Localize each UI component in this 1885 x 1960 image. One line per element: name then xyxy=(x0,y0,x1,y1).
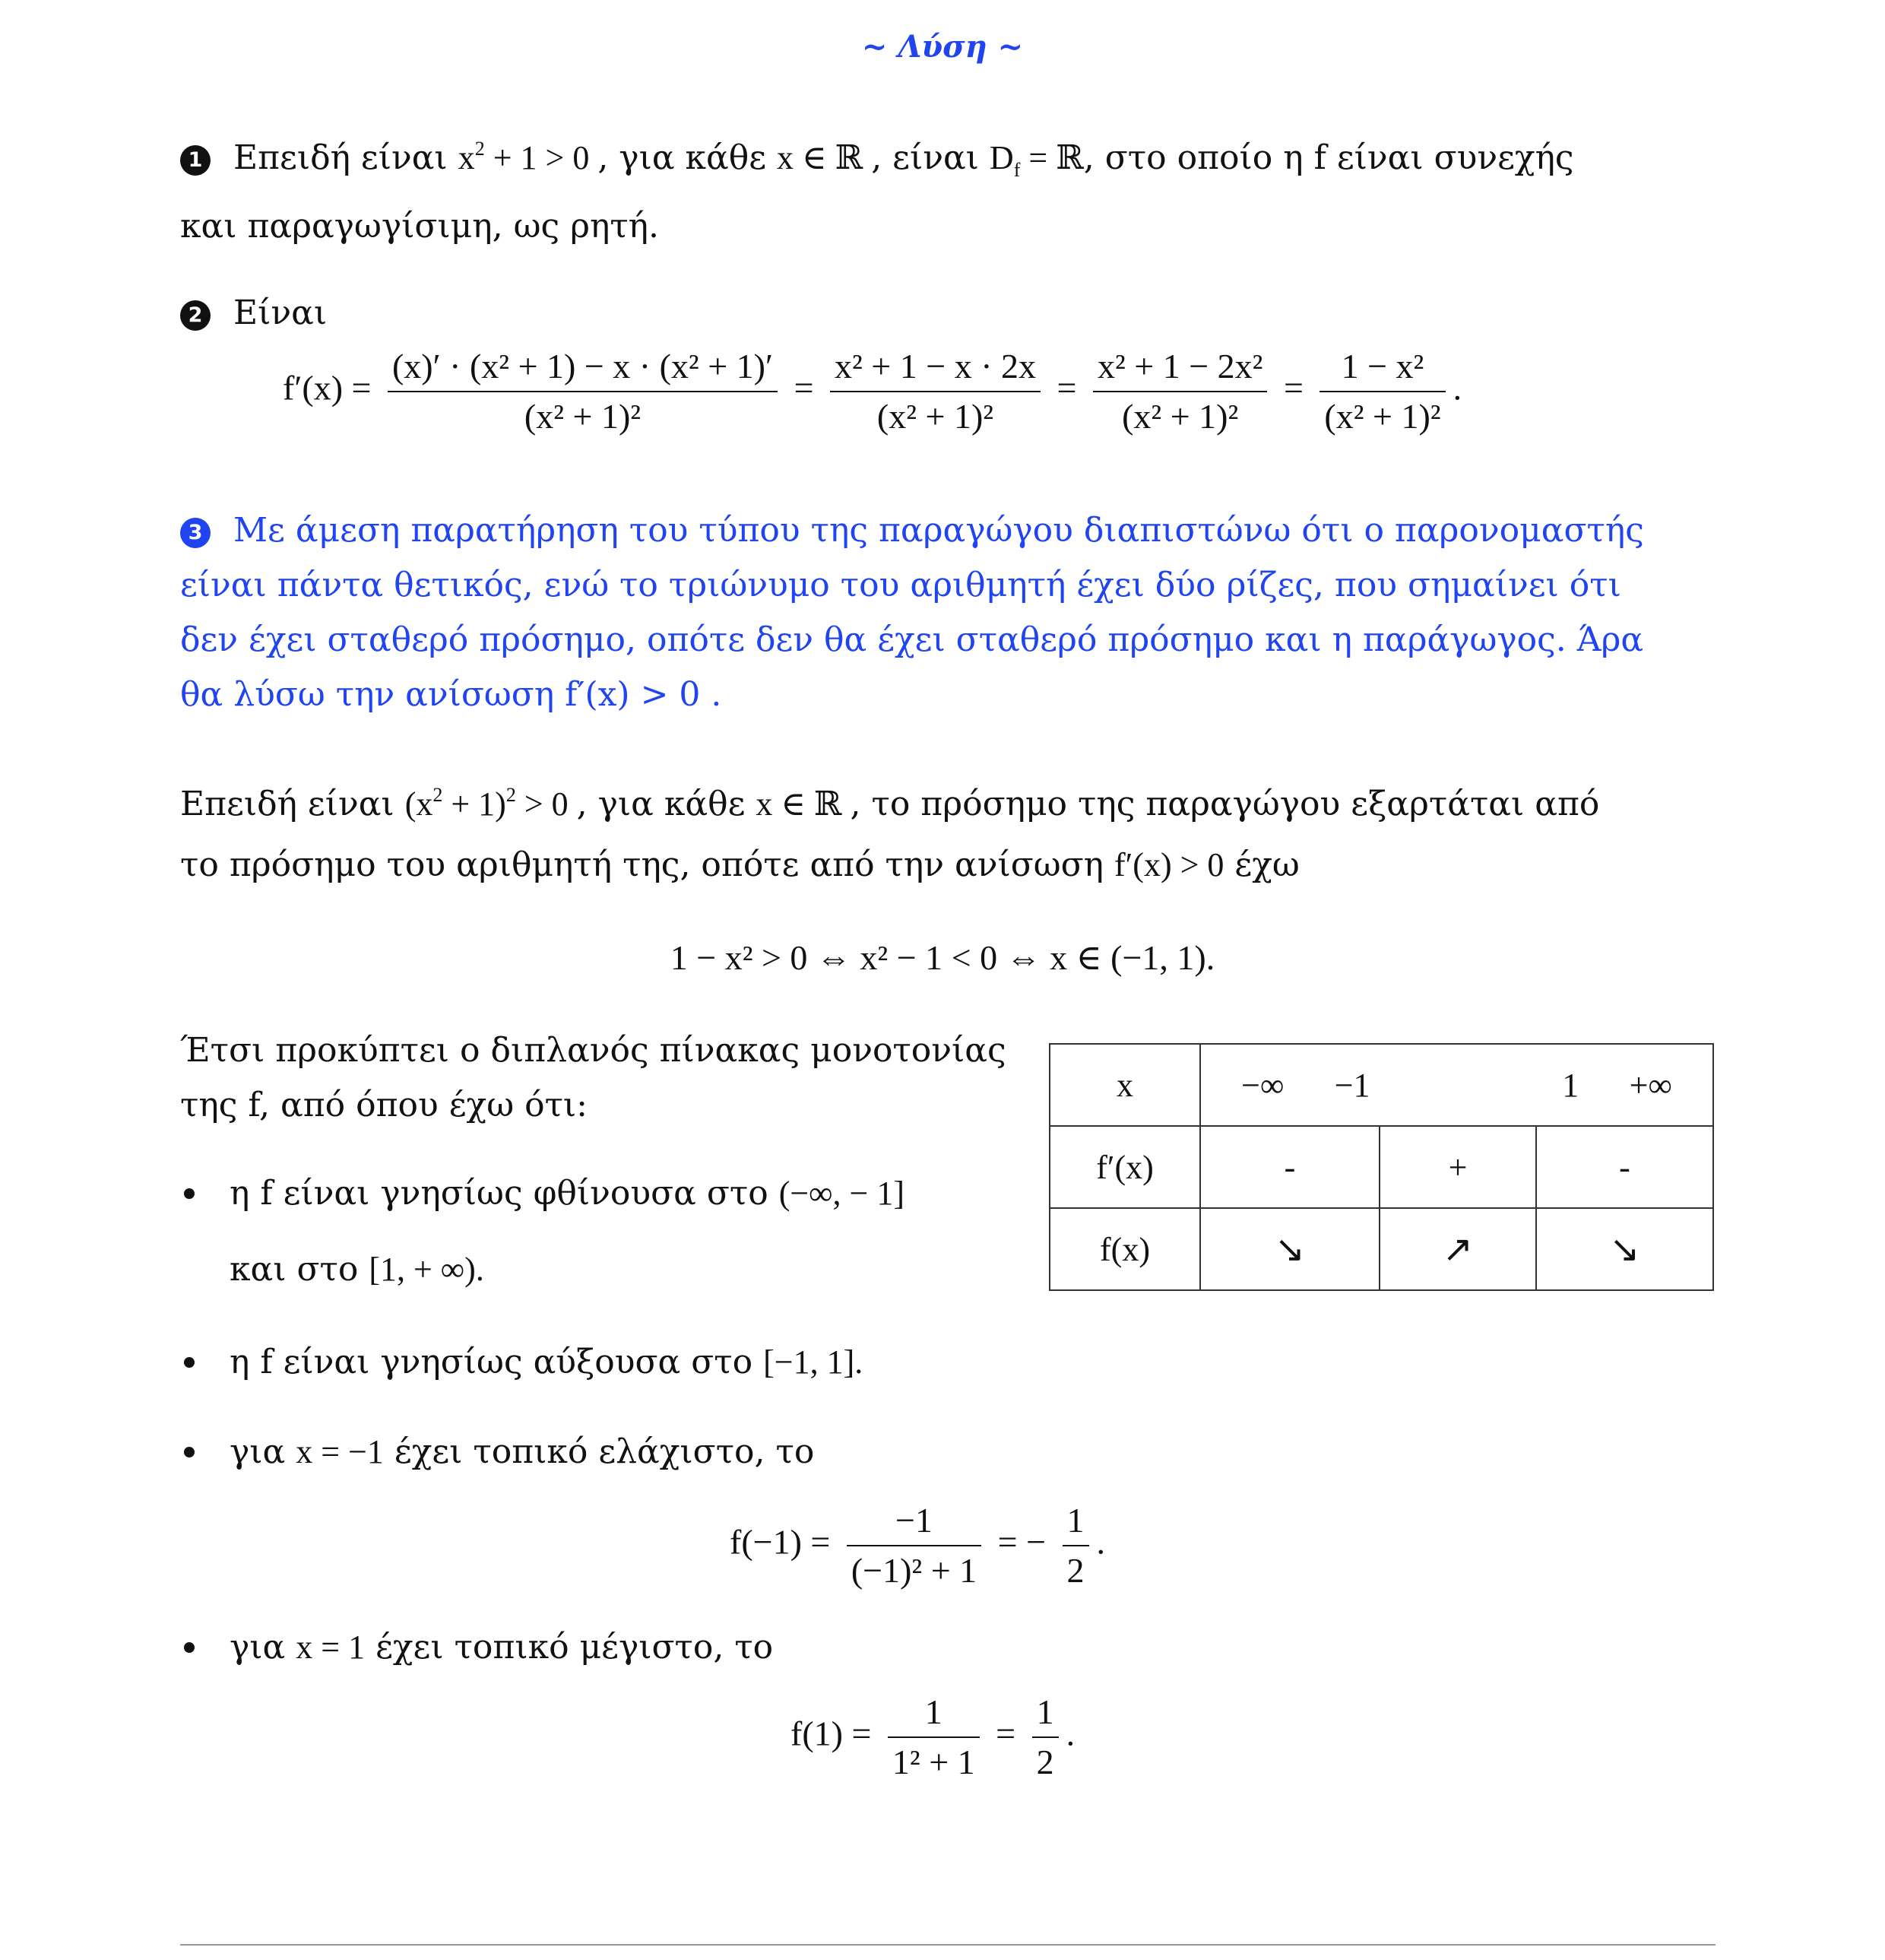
bullet-3 xyxy=(184,1447,195,1457)
point-neg-inf: −∞ xyxy=(1241,1066,1285,1104)
s1-math-3: $D_f$ = ℝ xyxy=(989,139,1084,181)
deriv-frac-1 xyxy=(388,347,778,436)
badge-2-icon: 2 xyxy=(180,300,211,331)
equals: = xyxy=(1057,368,1077,408)
section-3-line-3: δεν έχει σταθερό πρόσημο, οπότε δεν θα έχει σταθερό πρόσημο και η παράγωγος. Άρα xyxy=(180,620,1644,659)
max-lhs: f(1) = xyxy=(790,1714,872,1753)
section-3-line-1 xyxy=(180,503,1644,558)
s4-math-2: x ∈ ℝ xyxy=(756,785,851,823)
arrow-down-icon: ↘ xyxy=(1200,1208,1380,1290)
table-cell-f: f(x) xyxy=(1050,1208,1200,1290)
deriv-frac-3-num: x² + 1 − 2x² xyxy=(1093,347,1267,392)
bullet-4 xyxy=(184,1642,195,1653)
b1-text: η f είναι γνησίως φθίνουσα στο xyxy=(230,1174,768,1213)
max-half-den: 2 xyxy=(1036,1743,1054,1781)
max-half-num: 1 xyxy=(1032,1692,1059,1738)
point-neg-one: −1 xyxy=(1334,1066,1370,1104)
section-5-line-1: Έτσι προκύπτει ο διπλανός πίνακας μονοτονίας xyxy=(180,1031,1006,1070)
section-3-line-2: είναι πάντα θετικός, ενώ το τριώνυμο του αριθμητή έχει δύο ρίζες, που σημαίνει ότι xyxy=(180,566,1621,604)
sign-3: - xyxy=(1536,1126,1713,1208)
solution-title: ~ Λύση ~ xyxy=(861,29,1024,65)
s1-text-d: , στο οποίο η f είναι συνεχής xyxy=(1083,138,1574,177)
max-rhs: = xyxy=(996,1714,1016,1753)
s1-text-b: , για κάθε xyxy=(597,138,767,177)
point-pos-inf: +∞ xyxy=(1629,1066,1672,1104)
s4-text-c: , το πρόσημο της παραγώγου εξαρτάται από xyxy=(850,785,1600,823)
section-5-line-2: της f, από όπου έχω ότι: xyxy=(180,1086,588,1124)
b2-text: η f είναι γνησίως αύξουσα στο xyxy=(230,1343,753,1381)
deriv-end-dot: . xyxy=(1453,368,1462,408)
section-4-line-1 xyxy=(180,777,1599,832)
monotonicity-table xyxy=(1049,1043,1714,1291)
equals: = xyxy=(794,368,814,408)
s1-math-2: x ∈ ℝ xyxy=(777,139,872,176)
s1-math-1: $x^2 + 1 > 0$ xyxy=(458,138,598,176)
b4-math: x = 1 xyxy=(296,1629,366,1666)
arrow-up-icon: ↗ xyxy=(1380,1208,1536,1290)
table-row-function xyxy=(1050,1208,1713,1290)
deriv-frac-2-den: (x² + 1)² xyxy=(876,397,994,436)
s4-text-a: Επειδή είναι xyxy=(180,785,394,823)
table-row-derivative xyxy=(1050,1126,1713,1208)
section-3-line-4: θα λύσω την ανίσωση f′(x) > 0 . xyxy=(180,675,722,714)
bullet-3-line xyxy=(230,1425,814,1480)
footer-rule xyxy=(180,1944,1716,1946)
s4-math-3: f′(x) > 0 xyxy=(1114,846,1224,883)
table-cell-points xyxy=(1200,1044,1713,1126)
b3-math: x = −1 xyxy=(296,1433,384,1470)
bullet-1-line-1 xyxy=(230,1166,904,1221)
bullet-2-line xyxy=(230,1335,863,1390)
b1-interval: (−∞, − 1] xyxy=(778,1175,905,1212)
b1-interval-2: [1, + ∞). xyxy=(369,1251,484,1288)
deriv-frac-4-num: 1 − x² xyxy=(1320,347,1445,392)
max-frac xyxy=(888,1692,980,1782)
arrow-down-icon: ↘ xyxy=(1536,1208,1713,1290)
bullet-4-line xyxy=(230,1620,773,1675)
max-dot: . xyxy=(1066,1714,1076,1753)
min-half xyxy=(1063,1501,1089,1591)
deriv-frac-3 xyxy=(1093,347,1267,436)
s1-text-a: Επειδή είναι xyxy=(233,138,448,177)
section-1-line-2: και παραγωγίσιμη, ως ρητή. xyxy=(180,207,660,246)
table-critical-points xyxy=(1201,1066,1712,1105)
badge-3-icon: 3 xyxy=(180,518,211,548)
min-rhs: = − xyxy=(997,1522,1047,1562)
s4-math-1: $(x^2 + 1)^2 > 0$ xyxy=(404,784,577,823)
deriv-frac-1-num: (x)′ · (x² + 1) − x · (x² + 1)′ xyxy=(388,347,778,392)
table-cell-fprime: f′(x) xyxy=(1050,1126,1200,1208)
deriv-frac-2 xyxy=(830,347,1041,436)
s4-text-d: το πρόσημο του αριθμητή της, οπότε από την ανίσωση xyxy=(180,845,1104,884)
b4-text-b: έχει τοπικό μέγιστο, το xyxy=(375,1628,774,1667)
section-4-line-2 xyxy=(180,838,1300,893)
bullet-1 xyxy=(184,1188,195,1199)
equals: = xyxy=(1283,368,1304,408)
min-half-num: 1 xyxy=(1063,1501,1089,1546)
table-row-header xyxy=(1050,1044,1713,1126)
min-frac-num: −1 xyxy=(847,1501,981,1546)
min-lhs: f(−1) = xyxy=(730,1522,831,1562)
s4-text-b: , για κάθε xyxy=(576,785,746,823)
derivative-equation xyxy=(283,347,1462,436)
min-half-den: 2 xyxy=(1066,1551,1085,1590)
s2-label-text: Είναι xyxy=(233,293,328,332)
b1-text-2: και στο xyxy=(230,1250,359,1289)
point-one: 1 xyxy=(1562,1066,1579,1104)
s1-text-c: , είναι xyxy=(871,138,979,177)
b3-text-b: έχει τοπικό ελάχιστο, το xyxy=(394,1432,815,1471)
max-frac-num: 1 xyxy=(888,1692,980,1738)
section-1-line-1 xyxy=(180,131,1574,186)
inequality-solution: 1 − x² > 0 ⇔ x² − 1 < 0 ⇔ x ∈ (−1, 1). xyxy=(670,938,1215,977)
local-max-equation xyxy=(790,1692,1075,1782)
sign-2: + xyxy=(1380,1126,1536,1208)
b2-interval: [−1, 1]. xyxy=(763,1343,863,1381)
deriv-frac-1-den: (x² + 1)² xyxy=(524,397,642,436)
min-frac xyxy=(847,1501,981,1591)
max-frac-den: 1² + 1 xyxy=(892,1743,975,1781)
min-dot: . xyxy=(1096,1522,1106,1562)
deriv-frac-4 xyxy=(1320,347,1445,436)
bullet-1-line-2 xyxy=(230,1242,484,1297)
deriv-frac-3-den: (x² + 1)² xyxy=(1122,397,1239,436)
max-half xyxy=(1032,1692,1059,1782)
bullet-2 xyxy=(184,1357,195,1368)
s4-text-e: έχω xyxy=(1234,845,1300,884)
section-2-label xyxy=(180,286,327,341)
badge-1-icon: 1 xyxy=(180,145,211,176)
deriv-frac-4-den: (x² + 1)² xyxy=(1324,397,1441,436)
table-cell-x: x xyxy=(1050,1044,1200,1126)
b4-text-a: για xyxy=(230,1628,286,1667)
b3-text-a: για xyxy=(230,1432,286,1471)
min-frac-den: (−1)² + 1 xyxy=(851,1551,977,1590)
s3-text-1: Με άμεση παρατήρηση του τύπου της παραγώγου διαπιστώνω ότι ο παρονομαστής xyxy=(233,511,1644,550)
deriv-lhs: f′(x) = xyxy=(283,368,372,408)
sign-1: - xyxy=(1200,1126,1380,1208)
deriv-frac-2-num: x² + 1 − x · 2x xyxy=(830,347,1041,392)
local-min-equation xyxy=(730,1501,1105,1591)
